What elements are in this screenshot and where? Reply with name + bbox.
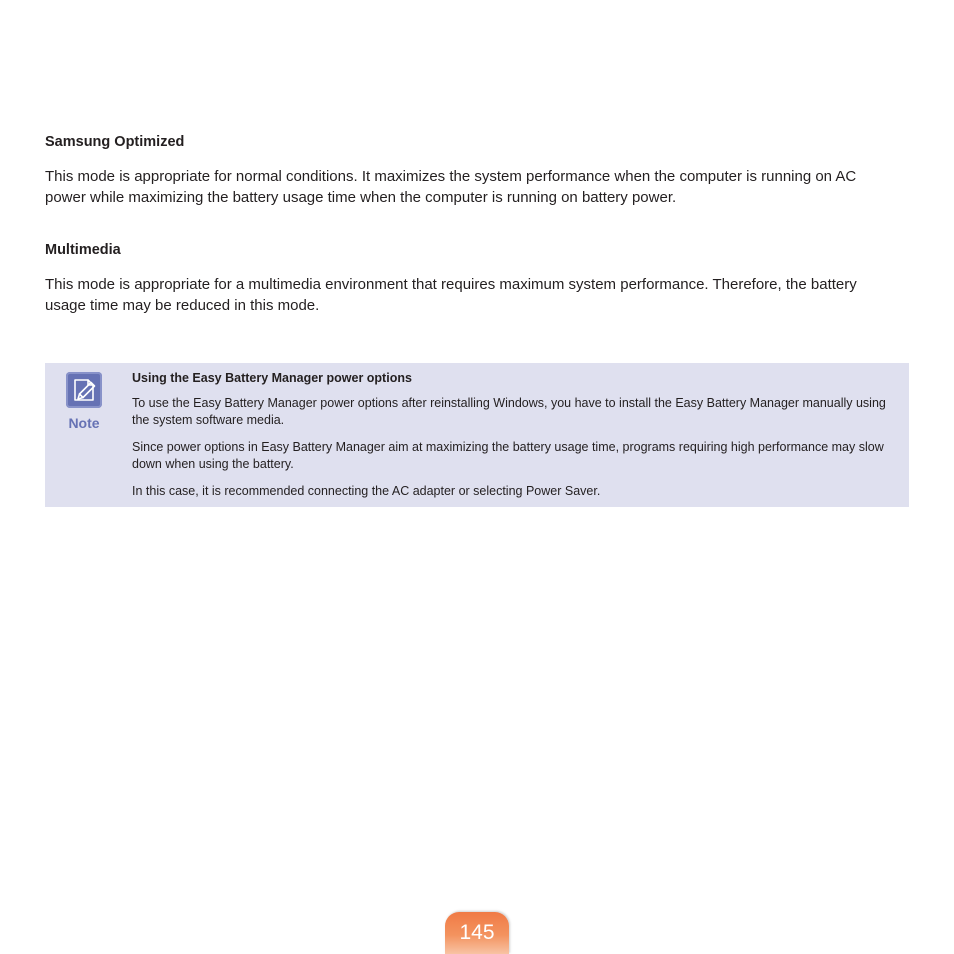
note-label: Note (68, 415, 100, 431)
page-number: 145 (459, 921, 495, 944)
note-body (132, 370, 897, 510)
note-title: Using the Easy Battery Manager power options (132, 371, 412, 385)
note-paragraph-1: To use the Easy Battery Manager power options after reinstalling Windows, you have to install the Easy Battery Manager manually using the system software media. (132, 396, 886, 427)
section-heading-samsung-optimized: Samsung Optimized (45, 134, 185, 150)
section-text-multimedia: This mode is appropriate for a multimedia environment that requires maximum system performance. Therefore, the battery usage time may be reduced in this mode. (45, 276, 857, 314)
note-paragraph-2: Since power options in Easy Battery Manager aim at maximizing the battery usage time, programs requiring high performance may slow down when using the battery. (132, 440, 884, 471)
note-paragraph-3: In this case, it is recommended connecting the AC adapter or selecting Power Saver. (132, 484, 601, 498)
pencil-note-icon (66, 372, 102, 408)
page-number-tab (445, 912, 509, 954)
note-box (45, 363, 909, 507)
section-text-samsung-optimized: This mode is appropriate for normal conditions. It maximizes the system performance when the computer is running on AC power while maximizing the battery usage time when the computer is running on battery power. (45, 168, 857, 206)
section-heading-multimedia: Multimedia (45, 242, 121, 258)
